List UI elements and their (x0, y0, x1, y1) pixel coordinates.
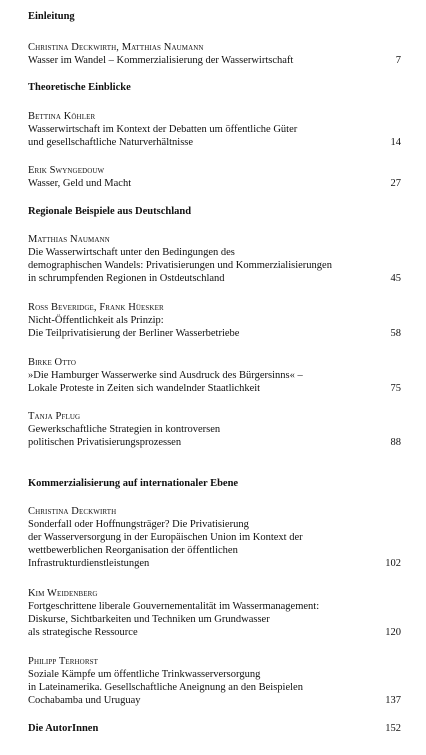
toc-entry-autorinnen (28, 722, 401, 735)
entry-title (28, 600, 401, 639)
entry-page-number: 152 (385, 723, 401, 734)
entry-title-line: Wasser im Wandel – Kommerzialisierung der Wasserwirtschaft (28, 55, 294, 66)
entry-title-line: Wasser, Geld und Macht (28, 178, 132, 189)
section-heading-regional: Regionale Beispiele aus Deutschland (28, 206, 192, 217)
entry-page-number: 7 (395, 55, 401, 66)
entry-page-number: 120 (385, 627, 401, 638)
entry-title (28, 314, 401, 340)
section-heading-theorie: Theoretische Einblicke (28, 82, 131, 93)
entry-title-line: und gesellschaftliche Naturverhältnisse (28, 137, 194, 148)
entry-author: Birke Otto (28, 357, 77, 368)
entry-title (28, 123, 401, 149)
entry-page-number: 137 (385, 695, 401, 706)
entry-author: Christina Deckwirth, Matthias Naumann (28, 42, 204, 53)
entry-title-line: Fortgeschrittene liberale Gouvernementalität im Wassermanagement: (28, 601, 320, 612)
entry-title-line: Gewerkschaftliche Strategien in kontroversen (28, 424, 221, 435)
toc-entry (28, 505, 401, 570)
toc-entry (28, 410, 401, 449)
entry-title-line: Lokale Proteste in Zeiten sich wandelnder Staatlichkeit (28, 383, 261, 394)
toc-entry (28, 301, 401, 340)
entry-title-line: Wasserwirtschaft im Kontext der Debatten um öffentliche Güter (28, 124, 298, 135)
entry-title (28, 668, 401, 707)
toc-entry (28, 655, 401, 707)
entry-page-number: 45 (390, 273, 401, 284)
entry-title-line: wettbewerblichen Reorganisation der öffentlichen (28, 545, 238, 556)
entry-title-line: demographischen Wandels: Privatisierungen und Kommerzialisierungen (28, 260, 332, 271)
entry-title-line: als strategische Ressource (28, 627, 138, 638)
toc-entry (28, 41, 401, 67)
entry-author: Ross Beveridge, Frank Hüesker (28, 302, 164, 313)
entry-title (28, 369, 401, 395)
toc-entry (28, 356, 401, 395)
entry-title (28, 177, 401, 190)
entry-title-line: Sonderfall oder Hoffnungsträger? Die Privatisierung (28, 519, 249, 530)
section-heading-international: Kommerzialisierung auf internationaler Ebene (28, 478, 239, 489)
entry-title-line: Die Teilprivatisierung der Berliner Wasserbetriebe (28, 328, 240, 339)
entry-page-number: 14 (390, 137, 401, 148)
entry-author: Matthias Naumann (28, 234, 110, 245)
entry-author: Christina Deckwirth (28, 506, 117, 517)
entry-author: Kim Weidenberg (28, 588, 98, 599)
entry-page-number: 75 (390, 383, 401, 394)
entry-title (28, 518, 401, 570)
entry-page-number: 88 (390, 437, 401, 448)
entry-author: Philipp Terhorst (28, 656, 98, 667)
entry-author: Bettina Köhler (28, 111, 96, 122)
entry-author: Erik Swyngedouw (28, 165, 105, 176)
entry-title-line: Soziale Kämpfe um öffentliche Trinkwasserversorgung (28, 669, 261, 680)
entry-title-line: politischen Privatisierungsprozessen (28, 437, 182, 448)
section-heading-autorinnen: Die AutorInnen (28, 723, 99, 734)
entry-title-line: »Die Hamburger Wasserwerke sind Ausdruck des Bürgersinns« – (28, 370, 303, 381)
entry-title-line: in schrumpfenden Regionen in Ostdeutschland (28, 273, 225, 284)
entry-author: Tanja Pflug (28, 411, 81, 422)
toc-entry (28, 233, 401, 285)
entry-title-line: Diskurse, Sichtbarkeiten und Techniken um Grundwasser (28, 614, 270, 625)
entry-title-line: Nicht-Öffentlichkeit als Prinzip: (28, 315, 164, 326)
entry-title (28, 54, 401, 67)
entry-page-number: 102 (385, 558, 401, 569)
section-heading-einleitung: Einleitung (28, 11, 75, 22)
toc-entry (28, 110, 401, 149)
entry-title-line: Cochabamba und Uruguay (28, 695, 141, 706)
entry-title (28, 423, 401, 449)
entry-page-number: 27 (390, 178, 401, 189)
entry-page-number: 58 (390, 328, 401, 339)
toc-entry (28, 164, 401, 190)
entry-title-line: in Lateinamerika. Gesellschaftliche Aneignung an den Beispielen (28, 682, 303, 693)
entry-title-line: Infrastrukturdienstleistungen (28, 558, 150, 569)
entry-title (28, 246, 401, 285)
entry-title-line: Die Wasserwirtschaft unter den Bedingungen des (28, 247, 235, 258)
entry-title-line: der Wasserversorgung in der Europäischen Union im Kontext der (28, 532, 303, 543)
toc-entry (28, 587, 401, 639)
